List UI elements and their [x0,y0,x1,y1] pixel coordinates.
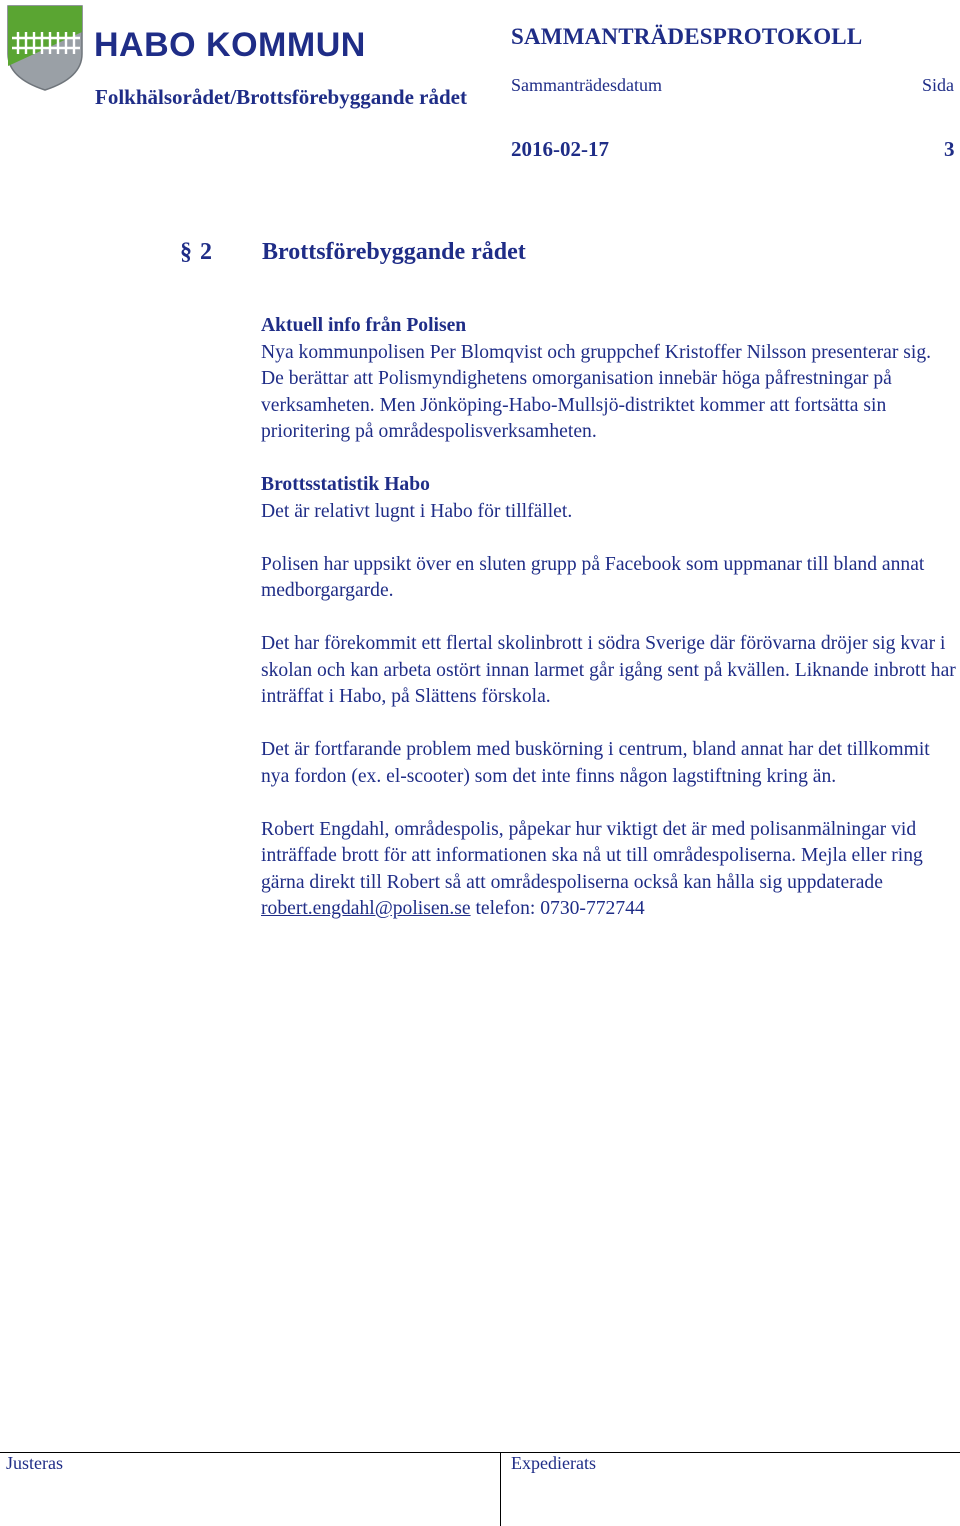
page-number: 3 [944,137,955,161]
section-number: 2 [200,239,212,265]
habo-kommun-logo [6,4,386,94]
section-heading [180,239,526,266]
footer-expedierats-label: Expedierats [511,1453,596,1473]
subheading-police-info: Aktuell info från Polisen [261,315,467,336]
organization-name: Folkhälsorådet/Brottsförebyggande rådet [95,85,467,109]
section-title: Brottsförebyggande rådet [262,239,526,265]
paragraph-crime-stats [261,472,957,525]
document-title: SAMMANTRÄDESPROTOKOLL [511,24,863,49]
meeting-date-label: Sammanträdesdatum [511,75,662,95]
footer-divider-horizontal [0,1452,960,1453]
logo-text: HABO KOMMUN [94,26,366,64]
paragraph-school-burglaries: Det har förekommit ett flertal skolinbrott i södra Sverige där förövarna dröjer sig kvar i skolan och kan arbeta ostört innan larmet går igång sent på kvällen. Liknande inbrott har inträffat i Habo, på Slättens förskola. [261,633,956,707]
paragraph-reckless-driving: Det är fortfarande problem med buskörning i centrum, bland annat har det tillkommit nya fordon (ex. el-scooter) som det inte finns någon lagstiftning kring än. [261,739,930,787]
protocol-body [261,313,957,949]
paragraph-police-info [261,313,957,446]
paragraph-contact [261,817,957,923]
text-contact: Robert Engdahl, områdespolis, påpekar hur viktigt det är med polisanmälningar vid inträffade brott för att informationen ska nå ut till områdespoliserna. Mejla eller ring gärna direkt till Robert så att områdespoliserna också kan hålla sig uppdaterade [261,818,923,893]
text-crime-stats: Det är relativt lugnt i Habo för tillfället. [261,500,573,522]
paragraph-symbol: § [180,239,192,265]
paragraph-facebook-group: Polisen har uppsikt över en sluten grupp på Facebook som uppmanar till bland annat medborgargarde. [261,553,925,601]
footer-divider-vertical [500,1452,501,1526]
meeting-date: 2016-02-17 [511,137,609,161]
page-label: Sida [922,75,955,95]
footer-justeras-label: Justeras [6,1453,63,1473]
shield-icon [6,4,386,94]
phone-number: telefon: 0730-772744 [475,898,645,919]
text-police-info: Nya kommunpolisen Per Blomqvist och gruppchef Kristoffer Nilsson presenterar sig. De berättar att Polismyndighetens omorganisation innebär höga påfrestningar på verksamheten. Men Jönköping-Habo-Mullsjö-distriktet kommer att fortsätta sin prioritering på områdespolisverksamheten. [261,341,932,442]
subheading-crime-stats: Brottsstatistik Habo [261,474,430,495]
email-link[interactable]: robert.engdahl@polisen.se [261,898,471,919]
